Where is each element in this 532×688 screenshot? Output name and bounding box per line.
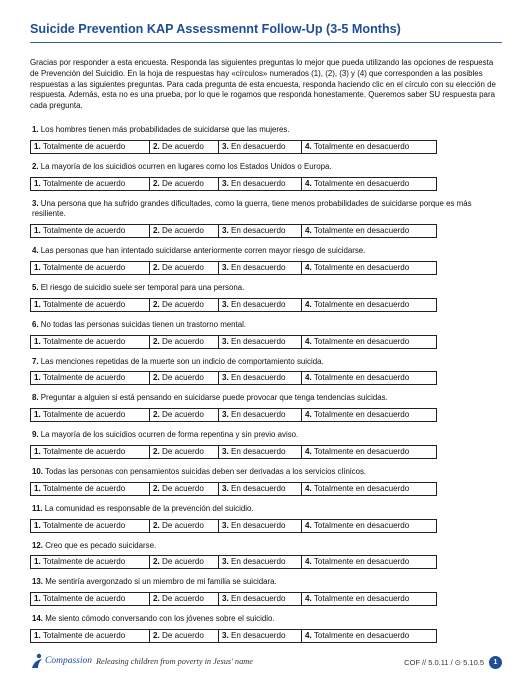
answer-option-1[interactable]	[31, 225, 150, 237]
answer-option-2[interactable]	[150, 630, 219, 642]
option-label: Totalmente en desacuerdo	[313, 262, 410, 272]
question-item	[30, 393, 504, 422]
option-label: De acuerdo	[162, 557, 204, 567]
option-number: 3.	[222, 336, 229, 346]
answer-options-row	[30, 519, 437, 533]
option-label: En desacuerdo	[231, 226, 286, 236]
option-number: 1.	[34, 178, 41, 188]
option-label: De acuerdo	[162, 178, 204, 188]
option-label: Totalmente en desacuerdo	[313, 373, 410, 383]
question-item	[30, 504, 504, 533]
answer-option-3[interactable]	[219, 409, 302, 421]
document-code: COF // 5.0.11 / ⊙ 5.10.5	[404, 658, 484, 667]
option-number: 1.	[34, 226, 41, 236]
answer-options-row	[30, 177, 437, 191]
option-label: De acuerdo	[162, 141, 204, 151]
option-label: Totalmente de acuerdo	[42, 446, 126, 456]
answer-option-1[interactable]	[31, 409, 150, 421]
option-label: En desacuerdo	[231, 373, 286, 383]
option-number: 3.	[222, 410, 229, 420]
answer-options-row	[30, 140, 437, 154]
answer-option-4[interactable]	[302, 593, 436, 605]
answer-option-3[interactable]	[219, 262, 302, 274]
option-label: En desacuerdo	[231, 594, 286, 604]
option-label: De acuerdo	[162, 373, 204, 383]
answer-options-row	[30, 224, 437, 238]
answer-option-2[interactable]	[150, 299, 219, 311]
option-label: Totalmente en desacuerdo	[313, 446, 410, 456]
intro-paragraph: Gracias por responder a esta encuesta. Responda las siguientes preguntas lo mejor que pueda utilizando las opciones de respuesta de Prevención del Suicidio. En la hoja de respuestas hay «círculos» numerados (1), (2), (3) y (4) que corresponden a las posibles respuestas a las siguientes preguntas. Para cada pregunta de esta encuesta, responda haciendo clic en el círculo con su elección de respuesta. Además, esta no es una prueba, por lo que le rogamos que responda honestamente. Queremos saber SU respuesta para cada pregunta.	[30, 58, 496, 111]
answer-option-4[interactable]	[302, 520, 436, 532]
question-number: 12.	[32, 540, 43, 550]
question-text	[30, 162, 504, 173]
question-text	[30, 246, 504, 257]
answer-option-3[interactable]	[219, 446, 302, 458]
option-label: Totalmente de acuerdo	[42, 336, 126, 346]
answer-option-2[interactable]	[150, 225, 219, 237]
option-label: En desacuerdo	[231, 141, 286, 151]
answer-options-row	[30, 482, 437, 496]
option-label: En desacuerdo	[231, 557, 286, 567]
option-number: 3.	[222, 520, 229, 530]
answer-option-4[interactable]	[302, 446, 436, 458]
answer-option-3[interactable]	[219, 178, 302, 190]
option-label: En desacuerdo	[231, 446, 286, 456]
answer-option-2[interactable]	[150, 520, 219, 532]
option-number: 1.	[34, 520, 41, 530]
answer-option-1[interactable]	[31, 178, 150, 190]
option-number: 2.	[153, 178, 160, 188]
option-number: 4.	[305, 483, 312, 493]
option-number: 3.	[222, 299, 229, 309]
option-label: De acuerdo	[162, 594, 204, 604]
answer-option-4[interactable]	[302, 141, 436, 153]
option-label: Totalmente en desacuerdo	[313, 178, 410, 188]
page-number-badge: 1	[489, 656, 502, 669]
answer-option-4[interactable]	[302, 299, 436, 311]
answer-option-2[interactable]	[150, 372, 219, 384]
answer-option-3[interactable]	[219, 299, 302, 311]
question-label: Me sentiría avergonzado si un miembro de mi familia se suicidara.	[45, 577, 277, 587]
option-label: Totalmente en desacuerdo	[313, 410, 410, 420]
answer-option-1[interactable]	[31, 141, 150, 153]
option-label: Totalmente en desacuerdo	[313, 226, 410, 236]
answer-option-2[interactable]	[150, 178, 219, 190]
answer-options-row	[30, 298, 437, 312]
option-number: 4.	[305, 262, 312, 272]
title-divider	[30, 42, 502, 43]
question-number: 2.	[32, 161, 39, 171]
question-label: Los hombres tienen más probabilidades de suicidarse que las mujeres.	[40, 125, 290, 134]
option-label: De acuerdo	[162, 226, 204, 236]
question-item	[30, 614, 504, 643]
question-text	[30, 283, 504, 294]
question-item	[30, 125, 504, 154]
question-text	[30, 577, 504, 588]
answer-option-4[interactable]	[302, 409, 436, 421]
answer-option-1[interactable]	[31, 483, 150, 495]
compassion-logo	[30, 653, 253, 669]
question-label: Las personas que han intentado suicidarse anteriormente corren mayor riesgo de suicidarse.	[40, 246, 366, 256]
option-number: 1.	[34, 446, 41, 456]
answer-options-row	[30, 445, 437, 459]
option-number: 1.	[34, 557, 41, 567]
option-label: De acuerdo	[162, 483, 204, 493]
answer-option-1[interactable]	[31, 446, 150, 458]
question-item	[30, 320, 504, 349]
option-label: De acuerdo	[162, 446, 204, 456]
option-number: 2.	[153, 262, 160, 272]
option-number: 3.	[222, 262, 229, 272]
answer-option-2[interactable]	[150, 556, 219, 568]
option-number: 3.	[222, 594, 229, 604]
answer-option-2[interactable]	[150, 141, 219, 153]
question-number: 9.	[32, 430, 39, 440]
answer-options-row	[30, 592, 437, 606]
answer-option-4[interactable]	[302, 262, 436, 274]
question-text	[30, 199, 504, 221]
question-item	[30, 162, 504, 191]
page-title: Suicide Prevention KAP Assessmennt Follow-Up (3-5 Months)	[30, 22, 401, 36]
option-number: 2.	[153, 141, 160, 151]
option-number: 2.	[153, 520, 160, 530]
option-number: 2.	[153, 594, 160, 604]
option-number: 1.	[34, 373, 41, 383]
answer-option-3[interactable]	[219, 630, 302, 642]
question-item	[30, 467, 504, 496]
option-label: De acuerdo	[162, 410, 204, 420]
option-number: 4.	[305, 141, 312, 151]
option-number: 3.	[222, 446, 229, 456]
answer-option-3[interactable]	[219, 556, 302, 568]
option-number: 2.	[153, 373, 160, 383]
option-number: 3.	[222, 141, 229, 151]
question-text	[30, 541, 504, 552]
option-number: 1.	[34, 483, 41, 493]
question-number: 7.	[32, 356, 39, 366]
question-number: 8.	[32, 393, 39, 403]
option-label: Totalmente de acuerdo	[42, 178, 126, 188]
option-number: 2.	[153, 446, 160, 456]
answer-option-3[interactable]	[219, 372, 302, 384]
option-label: En desacuerdo	[231, 483, 286, 493]
answer-options-row	[30, 555, 437, 569]
option-number: 1.	[34, 299, 41, 309]
option-number: 4.	[305, 226, 312, 236]
answer-option-2[interactable]	[150, 336, 219, 348]
question-number: 3.	[32, 198, 39, 208]
option-label: En desacuerdo	[231, 262, 286, 272]
footer	[30, 650, 502, 680]
option-number: 3.	[222, 483, 229, 493]
option-label: En desacuerdo	[231, 630, 286, 640]
option-number: 3.	[222, 373, 229, 383]
option-label: Totalmente en desacuerdo	[313, 594, 410, 604]
option-label: Totalmente de acuerdo	[42, 141, 126, 151]
question-text	[30, 467, 504, 478]
option-label: Totalmente en desacuerdo	[313, 483, 410, 493]
option-number: 4.	[305, 299, 312, 309]
answer-option-4[interactable]	[302, 225, 436, 237]
question-label: Creo que es pecado suicidarse.	[45, 540, 157, 550]
answer-option-1[interactable]	[31, 593, 150, 605]
question-text	[30, 357, 504, 368]
option-label: Totalmente en desacuerdo	[313, 299, 410, 309]
option-number: 1.	[34, 594, 41, 604]
answer-option-4[interactable]	[302, 556, 436, 568]
answer-option-1[interactable]	[31, 520, 150, 532]
option-number: 3.	[222, 226, 229, 236]
question-number: 13.	[32, 577, 43, 587]
question-text	[30, 320, 504, 331]
option-label: Totalmente en desacuerdo	[313, 141, 410, 151]
option-label: Totalmente de acuerdo	[42, 557, 126, 567]
option-label: Totalmente de acuerdo	[42, 262, 126, 272]
question-item	[30, 541, 504, 570]
answer-option-1[interactable]	[31, 556, 150, 568]
question-item	[30, 199, 504, 239]
answer-options-row	[30, 408, 437, 422]
answer-option-3[interactable]	[219, 225, 302, 237]
option-number: 1.	[34, 336, 41, 346]
answer-option-3[interactable]	[219, 593, 302, 605]
option-number: 3.	[222, 178, 229, 188]
option-label: De acuerdo	[162, 520, 204, 530]
answer-option-2[interactable]	[150, 483, 219, 495]
option-label: Totalmente de acuerdo	[42, 373, 126, 383]
option-number: 4.	[305, 446, 312, 456]
option-label: Totalmente en desacuerdo	[313, 630, 410, 640]
answer-option-2[interactable]	[150, 262, 219, 274]
option-number: 1.	[34, 141, 41, 151]
question-label: La comunidad es responsable de la prevención del suicidio.	[44, 503, 254, 513]
question-item	[30, 577, 504, 606]
option-label: De acuerdo	[162, 336, 204, 346]
option-number: 4.	[305, 373, 312, 383]
option-label: Totalmente de acuerdo	[42, 299, 126, 309]
question-item	[30, 283, 504, 312]
answer-option-1[interactable]	[31, 372, 150, 384]
question-label: Me siento cómodo conversando con los jóvenes sobre el suicidio.	[45, 614, 275, 624]
tagline: Releasing children from poverty in Jesus' name	[95, 656, 253, 666]
question-label: Todas las personas con pensamientos suicidas deben ser derivadas a los servicios clínicos.	[45, 466, 367, 476]
option-label: De acuerdo	[162, 630, 204, 640]
question-text	[30, 393, 504, 404]
option-label: Totalmente de acuerdo	[42, 226, 126, 236]
question-number: 14.	[32, 614, 43, 624]
question-number: 11.	[32, 503, 43, 513]
question-number: 1.	[32, 125, 39, 134]
option-number: 2.	[153, 299, 160, 309]
question-list	[30, 125, 504, 651]
answer-option-4[interactable]	[302, 483, 436, 495]
question-number: 6.	[32, 319, 39, 329]
question-item	[30, 246, 504, 275]
option-number: 1.	[34, 410, 41, 420]
answer-option-4[interactable]	[302, 372, 436, 384]
option-label: Totalmente de acuerdo	[42, 594, 126, 604]
option-label: En desacuerdo	[231, 410, 286, 420]
option-number: 2.	[153, 336, 160, 346]
answer-options-row	[30, 261, 437, 275]
answer-option-4[interactable]	[302, 630, 436, 642]
option-label: Totalmente de acuerdo	[42, 520, 126, 530]
option-label: Totalmente de acuerdo	[42, 630, 126, 640]
option-label: Totalmente en desacuerdo	[313, 557, 410, 567]
question-item	[30, 430, 504, 459]
option-number: 2.	[153, 483, 160, 493]
option-number: 4.	[305, 520, 312, 530]
answer-option-2[interactable]	[150, 446, 219, 458]
option-number: 2.	[153, 630, 160, 640]
option-label: Totalmente en desacuerdo	[313, 336, 410, 346]
option-number: 4.	[305, 336, 312, 346]
answer-option-1[interactable]	[31, 262, 150, 274]
option-number: 2.	[153, 226, 160, 236]
option-number: 2.	[153, 410, 160, 420]
question-number: 5.	[32, 282, 39, 292]
question-label: Una persona que ha sufrido grandes dificultades, como la guerra, tiene menos probabilidades de suicidarse porque es más resiliente.	[32, 198, 472, 219]
answer-option-4[interactable]	[302, 178, 436, 190]
option-label: Totalmente en desacuerdo	[313, 520, 410, 530]
question-label: La mayoría de los suicidios ocurren en lugares como los Estados Unidos o Europa.	[40, 161, 332, 171]
answer-option-3[interactable]	[219, 520, 302, 532]
question-label: El riesgo de suicidio suele ser temporal para una persona.	[40, 282, 245, 292]
answer-option-1[interactable]	[31, 299, 150, 311]
question-item	[30, 357, 504, 386]
question-text	[30, 504, 504, 515]
option-number: 4.	[305, 410, 312, 420]
option-number: 1.	[34, 630, 41, 640]
question-text	[30, 430, 504, 441]
question-number: 4.	[32, 246, 39, 256]
question-label: Preguntar a alguien si está pensando en suicidarse puede provocar que tenga tendencias suicidas.	[40, 393, 388, 403]
option-number: 4.	[305, 557, 312, 567]
answer-option-2[interactable]	[150, 593, 219, 605]
option-number: 3.	[222, 630, 229, 640]
option-label: En desacuerdo	[231, 336, 286, 346]
question-text	[30, 614, 504, 625]
answer-option-2[interactable]	[150, 409, 219, 421]
answer-option-1[interactable]	[31, 336, 150, 348]
question-label: La mayoría de los suicidios ocurren de forma repentina y sin previo aviso.	[40, 430, 299, 440]
answer-options-row	[30, 629, 437, 643]
question-label: No todas las personas suicidas tienen un trastorno mental.	[40, 319, 247, 329]
logo-wordmark: Compassion	[45, 656, 92, 666]
option-label: En desacuerdo	[231, 520, 286, 530]
question-label: Las menciones repetidas de la muerte son un indicio de comportamiento suicida.	[40, 356, 324, 366]
option-label: De acuerdo	[162, 299, 204, 309]
option-label: En desacuerdo	[231, 299, 286, 309]
question-text	[30, 125, 504, 136]
answer-options-row	[30, 371, 437, 385]
answer-option-3[interactable]	[219, 141, 302, 153]
option-label: En desacuerdo	[231, 178, 286, 188]
option-number: 2.	[153, 557, 160, 567]
answer-option-3[interactable]	[219, 336, 302, 348]
option-number: 1.	[34, 262, 41, 272]
answer-option-3[interactable]	[219, 483, 302, 495]
compassion-figure-icon	[30, 653, 44, 669]
option-number: 4.	[305, 178, 312, 188]
answer-option-1[interactable]	[31, 630, 150, 642]
option-number: 4.	[305, 594, 312, 604]
question-number: 10.	[32, 466, 43, 476]
answer-options-row	[30, 335, 437, 349]
option-number: 3.	[222, 557, 229, 567]
option-number: 4.	[305, 630, 312, 640]
option-label: Totalmente de acuerdo	[42, 410, 126, 420]
answer-option-4[interactable]	[302, 336, 436, 348]
option-label: De acuerdo	[162, 262, 204, 272]
option-label: Totalmente de acuerdo	[42, 483, 126, 493]
